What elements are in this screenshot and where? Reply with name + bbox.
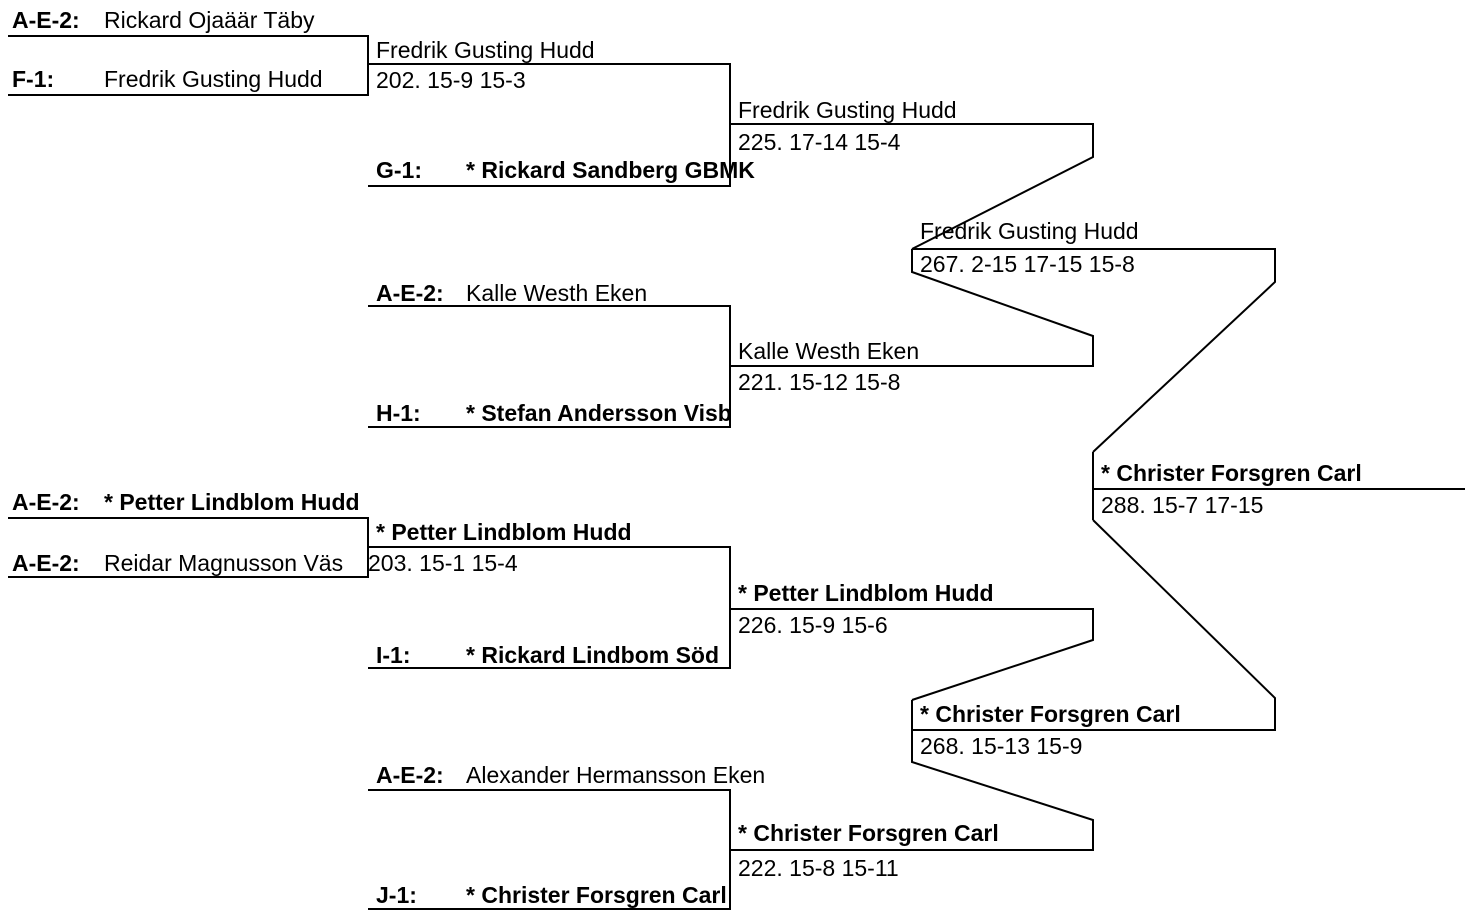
- r3-2-winner: * Petter Lindblom Hudd: [738, 580, 994, 606]
- r1m2-p2-seed: A-E-2:: [12, 550, 80, 576]
- r2-j1-name: * Christer Forsgren Carl: [466, 882, 727, 908]
- r2-ae-b-name: Alexander Hermansson Eken: [466, 762, 766, 788]
- r3-1-result: 221. 15-12 15-8: [738, 369, 901, 395]
- r2-g1-seed: G-1:: [376, 157, 422, 183]
- r3-0-winner: Fredrik Gusting Hudd: [738, 97, 957, 123]
- r1m2-p1-name: * Petter Lindblom Hudd: [104, 489, 360, 515]
- r2-j1-seed: J-1:: [376, 882, 417, 908]
- r2-g1-name: * Rickard Sandberg GBMK: [466, 157, 755, 183]
- r2-w2-result: 203. 15-1 15-4: [368, 550, 518, 576]
- r2-ae-b-seed: A-E-2:: [376, 762, 444, 788]
- r4-1-result: 268. 15-13 15-9: [920, 733, 1083, 759]
- r3-1-winner: Kalle Westh Eken: [738, 338, 920, 364]
- r1m2-p1-seed: A-E-2:: [12, 489, 80, 515]
- r2-i1-name: * Rickard Lindbom Söd: [466, 642, 720, 668]
- r2-ae-a-seed: A-E-2:: [376, 280, 444, 306]
- r2-w1-winner: Fredrik Gusting Hudd: [376, 37, 595, 63]
- r3-2-result: 226. 15-9 15-6: [738, 612, 888, 638]
- r4-1-winner: * Christer Forsgren Carl: [920, 701, 1181, 727]
- r1m1-p2-name: Fredrik Gusting Hudd: [104, 66, 323, 92]
- r3-3-result: 222. 15-8 15-11: [738, 855, 899, 881]
- r3-3-winner: * Christer Forsgren Carl: [738, 820, 999, 846]
- r3-0-result: 225. 17-14 15-4: [738, 129, 901, 155]
- final-result: 288. 15-7 17-15: [1101, 492, 1264, 518]
- r1m1-p2-seed: F-1:: [12, 66, 55, 92]
- r2-w2-winner: * Petter Lindblom Hudd: [376, 519, 632, 545]
- r2-h1-name: * Stefan Andersson Visb: [466, 400, 732, 426]
- r2-h1-seed: H-1:: [376, 400, 421, 426]
- r2-w1-result: 202. 15-9 15-3: [376, 67, 526, 93]
- r2-i1-seed: I-1:: [376, 642, 411, 668]
- r4-0-winner: Fredrik Gusting Hudd: [920, 218, 1139, 244]
- r1m1-p1-seed: A-E-2:: [12, 7, 80, 33]
- final-winner: * Christer Forsgren Carl: [1101, 460, 1362, 486]
- r1m1-p1-name: Rickard Ojaäär Täby: [104, 7, 315, 33]
- r2-ae-a-name: Kalle Westh Eken: [466, 280, 648, 306]
- r4-0-result: 267. 2-15 17-15 15-8: [920, 251, 1135, 277]
- r1m2-p2-name: Reidar Magnusson Väs: [104, 550, 344, 576]
